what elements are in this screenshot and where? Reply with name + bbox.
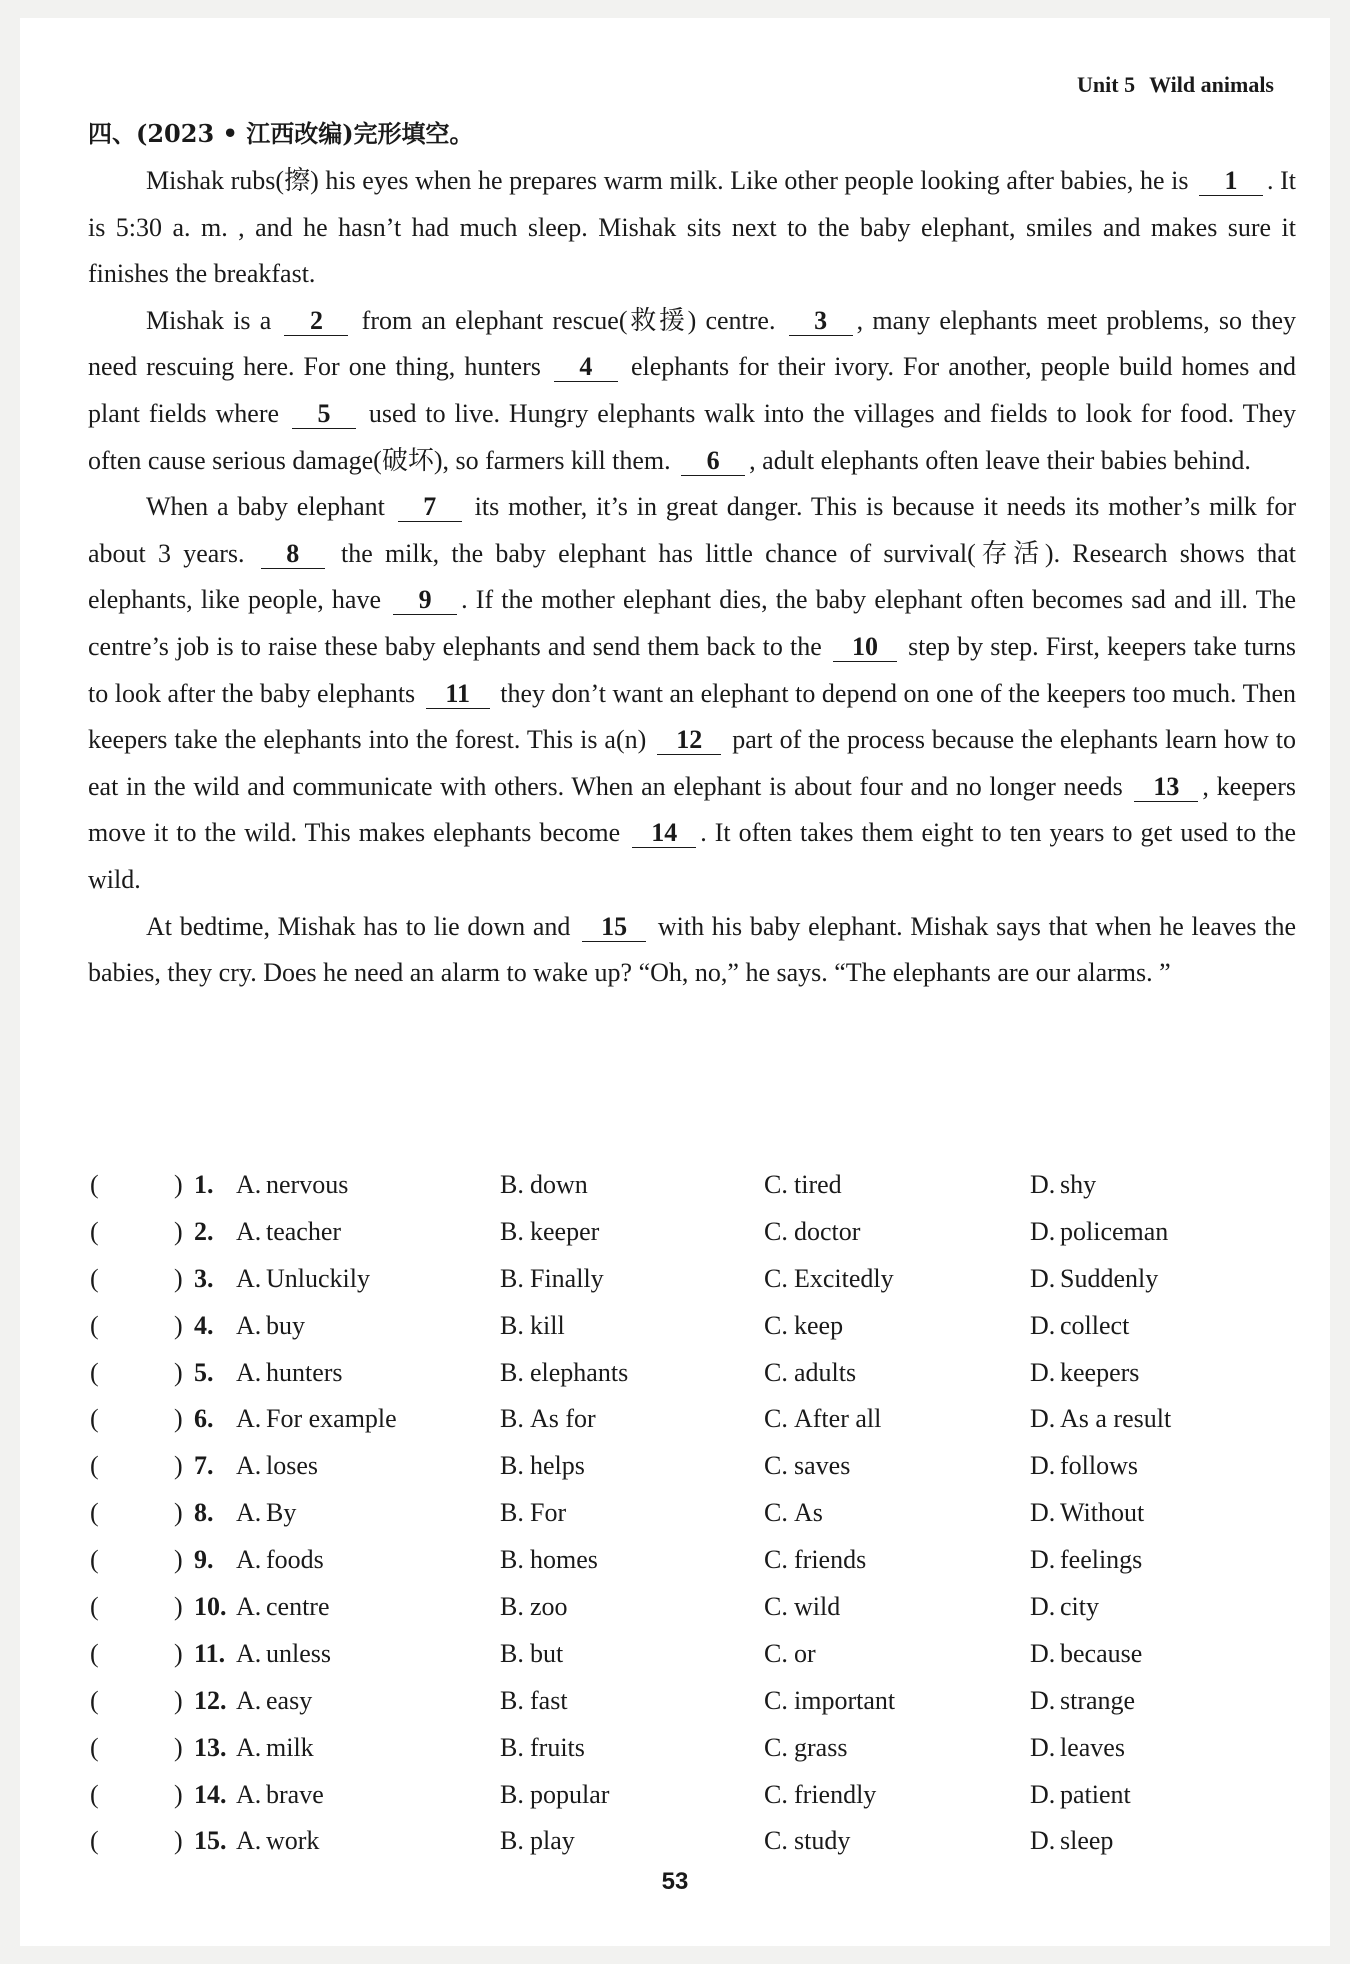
answer-paren-right: )	[174, 1826, 183, 1856]
option-text: important	[794, 1685, 896, 1715]
option-d	[1030, 1686, 1135, 1716]
option-a	[236, 1170, 348, 1200]
blank-14: 14	[632, 819, 696, 848]
option-text: Excitedly	[794, 1263, 894, 1293]
option-text: tired	[794, 1170, 842, 1199]
option-text: zoo	[530, 1592, 568, 1622]
option-letter: A.	[236, 1779, 262, 1809]
option-c	[764, 1733, 847, 1763]
option-text: because	[1060, 1638, 1143, 1668]
option-c	[764, 1217, 860, 1247]
option-text: As	[794, 1498, 823, 1528]
option-letter: A.	[236, 1357, 262, 1387]
option-text: popular	[530, 1779, 610, 1809]
blank-1: 1	[1199, 167, 1263, 196]
option-letter: A.	[236, 1592, 262, 1622]
option-text: city	[1060, 1592, 1099, 1622]
option-letter: A.	[236, 1638, 262, 1668]
question-row	[90, 1780, 1290, 1827]
option-letter: C.	[764, 1545, 788, 1575]
option-b	[500, 1686, 568, 1716]
option-letter: D.	[1030, 1357, 1056, 1387]
blank-12: 12	[657, 726, 721, 755]
question-number: 6.	[194, 1404, 214, 1434]
option-c	[764, 1498, 823, 1528]
question-row	[90, 1358, 1290, 1405]
page	[20, 18, 1330, 1946]
page-number: 53	[661, 1868, 689, 1895]
answer-paren-left: (	[90, 1545, 99, 1575]
answer-paren-left: (	[90, 1498, 99, 1528]
section-title: 四、(2023 • 江西改编)完形填空。	[88, 119, 474, 148]
option-text: saves	[794, 1451, 851, 1481]
question-row	[90, 1826, 1290, 1873]
option-b	[500, 1498, 566, 1528]
option-letter: C.	[764, 1170, 788, 1199]
option-letter: A.	[236, 1404, 262, 1434]
blank-5: 5	[292, 400, 356, 429]
option-text: keep	[794, 1310, 844, 1340]
answer-paren-right: )	[174, 1216, 183, 1246]
option-text: friendly	[794, 1779, 877, 1809]
option-text: helps	[530, 1451, 585, 1481]
option-letter: B.	[500, 1216, 524, 1246]
option-text: After all	[794, 1404, 882, 1434]
option-text: For example	[266, 1404, 397, 1434]
blank-10: 10	[833, 633, 897, 662]
option-letter: D.	[1030, 1216, 1056, 1246]
option-letter: A.	[236, 1826, 262, 1856]
question-number: 10.	[194, 1592, 227, 1622]
answer-paren-right: )	[174, 1310, 183, 1340]
option-letter: B.	[500, 1451, 524, 1481]
option-text: but	[530, 1638, 564, 1668]
option-d	[1030, 1170, 1096, 1200]
option-text: kill	[530, 1310, 565, 1340]
option-c	[764, 1311, 843, 1341]
question-number: 5.	[194, 1357, 214, 1387]
option-d	[1030, 1498, 1144, 1528]
option-d	[1030, 1358, 1139, 1388]
question-row	[90, 1498, 1290, 1545]
option-letter: A.	[236, 1216, 262, 1246]
option-text: or	[794, 1638, 816, 1668]
question-number: 7.	[194, 1451, 214, 1481]
option-text: doctor	[794, 1216, 861, 1246]
option-text: milk	[266, 1732, 314, 1762]
option-d	[1030, 1311, 1129, 1341]
passage-paragraph-4: At bedtime, Mishak has to lie down and 15 with his baby elephant. Mishak says that when he leaves the babies, they cry. Does he need an alarm to wake up? “Oh, no,” he says. “The elephants are our alarms. ”	[88, 911, 1296, 988]
option-c	[764, 1639, 816, 1669]
option-letter: B.	[500, 1779, 524, 1809]
option-letter: B.	[500, 1263, 524, 1293]
option-letter: C.	[764, 1451, 788, 1481]
option-a	[236, 1639, 331, 1669]
option-d	[1030, 1545, 1142, 1575]
option-text: centre	[266, 1592, 330, 1622]
question-number: 15.	[194, 1826, 227, 1856]
option-text: shy	[1060, 1170, 1097, 1199]
answer-paren-left: (	[90, 1779, 99, 1809]
option-d	[1030, 1217, 1168, 1247]
option-text: loses	[266, 1451, 318, 1481]
question-row	[90, 1639, 1290, 1686]
option-b	[500, 1639, 563, 1669]
option-a	[236, 1733, 314, 1763]
option-text: feelings	[1060, 1545, 1143, 1575]
option-letter: D.	[1030, 1498, 1056, 1528]
option-text: elephants	[530, 1357, 629, 1387]
question-number: 4.	[194, 1310, 214, 1340]
option-a	[236, 1826, 319, 1856]
option-c	[764, 1780, 876, 1810]
question-row	[90, 1686, 1290, 1733]
question-number: 12.	[194, 1685, 227, 1715]
option-letter: C.	[764, 1216, 788, 1246]
blank-8: 8	[261, 540, 325, 569]
option-letter: C.	[764, 1404, 788, 1434]
option-c	[764, 1170, 842, 1200]
option-b	[500, 1404, 596, 1434]
option-text: down	[530, 1170, 588, 1199]
option-letter: D.	[1030, 1310, 1056, 1340]
option-letter: C.	[764, 1592, 788, 1622]
answer-paren-left: (	[90, 1216, 99, 1246]
answer-paren-left: (	[90, 1685, 99, 1715]
option-a	[236, 1264, 370, 1294]
question-row	[90, 1170, 1290, 1217]
option-letter: B.	[500, 1592, 524, 1622]
option-letter: A.	[236, 1310, 262, 1340]
answer-paren-right: )	[174, 1451, 183, 1481]
answer-paren-right: )	[174, 1779, 183, 1809]
question-number: 2.	[194, 1216, 214, 1246]
option-letter: C.	[764, 1779, 788, 1809]
option-letter: B.	[500, 1732, 524, 1762]
option-a	[236, 1545, 324, 1575]
answer-paren-right: )	[174, 1170, 183, 1199]
blank-7: 7	[398, 493, 462, 522]
option-text: hunters	[266, 1357, 343, 1387]
question-row	[90, 1404, 1290, 1451]
answer-paren-left: (	[90, 1592, 99, 1622]
answer-paren-left: (	[90, 1310, 99, 1340]
passage-paragraph-1: Mishak rubs(擦) his eyes when he prepares warm milk. Like other people looking after babies, he is 1 . It is 5:30 a. m. , and he hasn’t had much sleep. Mishak sits next to the baby elephant, smiles and makes sure it finishes the breakfast.	[88, 166, 1297, 289]
option-b	[500, 1217, 599, 1247]
option-d	[1030, 1826, 1113, 1856]
option-c	[764, 1264, 894, 1294]
answer-paren-left: (	[90, 1404, 99, 1434]
options-list	[90, 1170, 1290, 1873]
question-number: 11.	[194, 1638, 226, 1668]
option-a	[236, 1498, 296, 1528]
answer-paren-left: (	[90, 1826, 99, 1856]
option-letter: A.	[236, 1263, 262, 1293]
option-letter: D.	[1030, 1170, 1056, 1199]
answer-paren-right: )	[174, 1545, 183, 1575]
option-d	[1030, 1264, 1158, 1294]
option-letter: B.	[500, 1826, 524, 1856]
option-c	[764, 1592, 840, 1622]
option-letter: D.	[1030, 1638, 1056, 1668]
option-d	[1030, 1404, 1171, 1434]
blank-6: 6	[681, 447, 745, 476]
option-text: policeman	[1060, 1216, 1169, 1246]
question-row	[90, 1264, 1290, 1311]
question-number: 14.	[194, 1779, 227, 1809]
option-text: By	[266, 1498, 297, 1528]
option-letter: D.	[1030, 1451, 1056, 1481]
blank-3: 3	[789, 307, 853, 336]
option-b	[500, 1311, 565, 1341]
question-number: 1.	[194, 1170, 214, 1199]
answer-paren-left: (	[90, 1170, 99, 1199]
question-number: 9.	[194, 1545, 214, 1575]
passage-paragraph-2: Mishak is a 2 from an elephant rescue(救援) centre. 3 , many elephants meet problems, so they need rescuing here. For one thing, hunters 4 elephants for their ivory. For another, people build homes and plant fields where 5 used to live. Hungry elephants walk into the villages and fields to look for food. They often cause serious damage(破坏), so farmers kill them. 6 , adult elephants often leave their babies behind.	[88, 305, 1297, 475]
blank-11: 11	[426, 680, 490, 709]
answer-paren-right: )	[174, 1732, 183, 1762]
option-text: study	[794, 1826, 851, 1856]
option-letter: A.	[236, 1170, 262, 1199]
option-text: Suddenly	[1060, 1263, 1159, 1293]
answer-paren-left: (	[90, 1638, 99, 1668]
option-letter: B.	[500, 1685, 524, 1715]
option-letter: D.	[1030, 1592, 1056, 1622]
option-a	[236, 1404, 397, 1434]
option-a	[236, 1592, 330, 1622]
blank-13: 13	[1134, 773, 1198, 802]
option-text: play	[530, 1826, 575, 1856]
option-letter: C.	[764, 1357, 788, 1387]
option-b	[500, 1358, 628, 1388]
option-text: teacher	[266, 1216, 342, 1246]
answer-paren-left: (	[90, 1357, 99, 1387]
option-letter: C.	[764, 1732, 788, 1762]
option-a	[236, 1358, 343, 1388]
answer-paren-right: )	[174, 1357, 183, 1387]
option-c	[764, 1451, 850, 1481]
option-d	[1030, 1733, 1125, 1763]
option-text: collect	[1060, 1310, 1130, 1340]
option-text: Without	[1060, 1498, 1145, 1528]
option-letter: A.	[236, 1732, 262, 1762]
option-letter: D.	[1030, 1826, 1056, 1856]
question-row	[90, 1545, 1290, 1592]
option-letter: A.	[236, 1545, 262, 1575]
question-number: 8.	[194, 1498, 214, 1528]
option-text: brave	[266, 1779, 324, 1809]
option-c	[764, 1404, 881, 1434]
option-letter: B.	[500, 1170, 524, 1199]
option-letter: B.	[500, 1310, 524, 1340]
option-letter: D.	[1030, 1732, 1056, 1762]
question-row	[90, 1733, 1290, 1780]
option-letter: A.	[236, 1451, 262, 1481]
option-b	[500, 1451, 585, 1481]
option-text: fruits	[530, 1732, 585, 1762]
answer-paren-right: )	[174, 1638, 183, 1668]
option-letter: B.	[500, 1404, 524, 1434]
blank-9: 9	[393, 586, 457, 615]
question-row	[90, 1592, 1290, 1639]
option-letter: C.	[764, 1826, 788, 1856]
option-letter: C.	[764, 1685, 788, 1715]
option-text: As for	[530, 1404, 596, 1434]
option-text: unless	[266, 1638, 331, 1668]
option-b	[500, 1545, 598, 1575]
answer-paren-left: (	[90, 1451, 99, 1481]
answer-paren-right: )	[174, 1685, 183, 1715]
option-a	[236, 1311, 305, 1341]
option-letter: C.	[764, 1498, 788, 1528]
option-text: nervous	[266, 1170, 349, 1199]
question-number: 3.	[194, 1263, 214, 1293]
option-text: strange	[1060, 1685, 1136, 1715]
option-text: sleep	[1060, 1826, 1114, 1856]
option-text: friends	[794, 1545, 867, 1575]
option-text: adults	[794, 1357, 857, 1387]
header-unit: Unit 5	[1077, 72, 1136, 97]
option-letter: D.	[1030, 1779, 1056, 1809]
option-letter: B.	[500, 1498, 524, 1528]
question-row	[90, 1311, 1290, 1358]
option-text: As a result	[1060, 1404, 1172, 1434]
option-c	[764, 1358, 856, 1388]
header-title: Wild animals	[1149, 72, 1274, 97]
option-a	[236, 1451, 318, 1481]
option-text: homes	[530, 1545, 598, 1575]
option-letter: C.	[764, 1638, 788, 1668]
option-text: follows	[1060, 1451, 1138, 1481]
blank-4: 4	[554, 353, 618, 382]
option-text: Unluckily	[266, 1263, 370, 1293]
cloze-passage	[88, 158, 1296, 997]
option-c	[764, 1686, 895, 1716]
option-a	[236, 1780, 324, 1810]
option-letter: C.	[764, 1310, 788, 1340]
option-letter: A.	[236, 1498, 262, 1528]
option-text: patient	[1060, 1779, 1131, 1809]
option-text: wild	[794, 1592, 841, 1622]
option-c	[764, 1826, 850, 1856]
option-letter: B.	[500, 1357, 524, 1387]
option-letter: C.	[764, 1263, 788, 1293]
blank-15: 15	[582, 913, 646, 942]
option-b	[500, 1733, 585, 1763]
option-letter: B.	[500, 1638, 524, 1668]
option-text: grass	[794, 1732, 848, 1762]
blank-2: 2	[284, 307, 348, 336]
option-letter: D.	[1030, 1263, 1056, 1293]
option-b	[500, 1264, 604, 1294]
passage-paragraph-3: When a baby elephant 7 its mother, it’s in great danger. This is because it needs its mother’s milk for about 3 years. 8 the milk, the baby elephant has little chance of survival(存活). Research shows that elephants, like people, have 9 . If the mother elephant dies, the baby elephant often becomes sad and ill. The centre’s job is to raise these baby elephants and send them back to the 10 step by step. First, keepers take turns to look after the baby elephants 11 they don’t want an elephant to depend on one of the keepers too much. Then keepers take the elephants into the forest. This is a(n) 12 part of the process because the elephants learn how to eat in the wild and communicate with others. When an elephant is about four and no longer needs 13 , keepers move it to the wild. This makes elephants become 14 . It often takes them eight to ten years to get used to the wild.	[88, 492, 1296, 894]
option-letter: D.	[1030, 1685, 1056, 1715]
option-text: buy	[266, 1310, 305, 1340]
option-text: easy	[266, 1685, 313, 1715]
option-text: Finally	[530, 1263, 604, 1293]
answer-paren-right: )	[174, 1592, 183, 1622]
option-b	[500, 1170, 588, 1200]
option-a	[236, 1217, 341, 1247]
option-letter: B.	[500, 1545, 524, 1575]
running-header	[1063, 72, 1274, 98]
option-b	[500, 1780, 609, 1810]
option-b	[500, 1826, 575, 1856]
option-d	[1030, 1639, 1142, 1669]
option-b	[500, 1592, 568, 1622]
question-row	[90, 1451, 1290, 1498]
option-text: For	[530, 1498, 567, 1528]
option-text: foods	[266, 1545, 324, 1575]
option-a	[236, 1686, 312, 1716]
option-d	[1030, 1780, 1131, 1810]
answer-paren-left: (	[90, 1732, 99, 1762]
option-text: keeper	[530, 1216, 600, 1246]
option-letter: A.	[236, 1685, 262, 1715]
option-text: fast	[530, 1685, 568, 1715]
answer-paren-right: )	[174, 1498, 183, 1528]
question-number: 13.	[194, 1732, 227, 1762]
option-text: leaves	[1060, 1732, 1125, 1762]
answer-paren-left: (	[90, 1263, 99, 1293]
option-d	[1030, 1451, 1138, 1481]
answer-paren-right: )	[174, 1263, 183, 1293]
option-text: work	[266, 1826, 320, 1856]
option-letter: D.	[1030, 1404, 1056, 1434]
answer-paren-right: )	[174, 1404, 183, 1434]
option-text: keepers	[1060, 1357, 1140, 1387]
option-d	[1030, 1592, 1099, 1622]
option-letter: D.	[1030, 1545, 1056, 1575]
option-c	[764, 1545, 866, 1575]
question-row	[90, 1217, 1290, 1264]
